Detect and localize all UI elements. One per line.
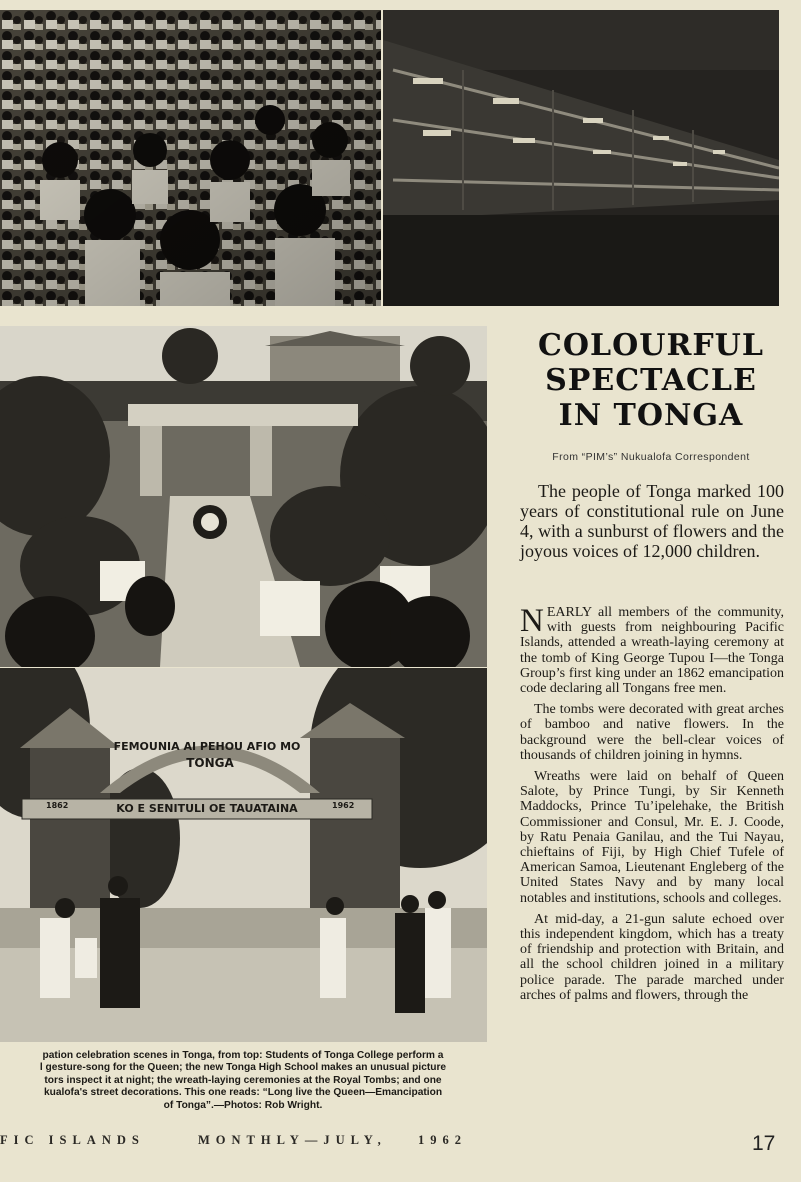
article-byline: From “PIM’s” Nukualofa Correspondent xyxy=(552,451,750,463)
page-number: 17 xyxy=(752,1132,776,1155)
paragraph: NEARLY all members of the community, with guests from neighbouring Pacific Islands, attended a wreath-laying ceremony at the tomb of King George Tupou I—the Tonga Group’s first king under an 1862 emancipation code declaring all Tongans free men. xyxy=(520,603,784,697)
article-body xyxy=(520,605,784,1009)
drop-cap: N xyxy=(520,603,544,639)
headline-line-3: IN TONGA xyxy=(558,398,744,433)
photo-street-decoration-arch xyxy=(0,668,487,1042)
paragraph: At mid-day, a 21-gun salute echoed over this independent kingdom, which has a treaty of friendship and protection with Britain, and all the school children joined in a military police parade. The parade marched under arches of palms and flowers, through the xyxy=(520,911,784,1003)
arch-sign-year-right: 1962 xyxy=(332,801,355,810)
arch-sign-banner: KO E SENITULI OE TAUATAINA xyxy=(116,802,298,815)
photo-students-gesture-song xyxy=(0,10,381,306)
caption-line: tors inspect it at night; the wreath-laying ceremonies at the Royal Tombs; and one xyxy=(44,1074,442,1086)
caption-line: of Tonga”.—Photos: Rob Wright. xyxy=(163,1099,323,1111)
arch-sign-center: TONGA xyxy=(186,756,234,770)
page-footer xyxy=(0,1133,801,1153)
headline-line-2: SPECTACLE xyxy=(545,363,757,398)
footer-year: 1962 xyxy=(418,1133,467,1147)
caption-line: kualofa's street decorations. This one reads: “Long live the Queen—Emancipation xyxy=(43,1087,443,1099)
footer-magazine: FIC ISLANDS xyxy=(0,1133,145,1147)
caption-line: l gesture-song for the Queen; the new Tonga High School makes an unusual picture xyxy=(39,1062,447,1074)
paragraph: Wreaths were laid on behalf of Queen Salote, by Prince Tungi, by Sir Kenneth Maddocks, Prince Tu’ipelehake, the British Commissioner and Consul, Mr. E. J. Coode, by Ratu Penaia Ganilau, and the Tui Nayau, chieftains of Fiji, by High Chief Tufele of American Samoa, Lieutenant Engleberg of the United States Navy and by many local notables and institutions, schools and colleges. xyxy=(520,769,784,906)
caption-line: pation celebration scenes in Tonga, from top: Students of Tonga College perform a xyxy=(42,1050,444,1061)
paragraph: The tombs were decorated with great arches of bamboo and native flowers. In the background were the bell-clear voices of thousands of children joining in hymns. xyxy=(520,702,784,763)
arch-sign-top: FEMOUNIA AI PEHOU AFIO MO xyxy=(113,740,301,753)
photo-caption xyxy=(0,1050,486,1112)
article-intro xyxy=(520,481,784,561)
article-headline xyxy=(520,328,782,433)
photo-school-at-night xyxy=(383,10,779,306)
photo-royal-tombs-ceremony xyxy=(0,326,487,667)
arch-sign-year-left: 1862 xyxy=(46,801,69,810)
intro-text: The people of Tonga marked 100 years of constitutional rule on June 4, with a sunburst of flowers and the joyous voices of 12,000 children. xyxy=(520,481,784,561)
footer-issue: MONTHLY—JULY, xyxy=(198,1133,387,1147)
headline-line-1: COLOURFUL xyxy=(538,328,764,363)
